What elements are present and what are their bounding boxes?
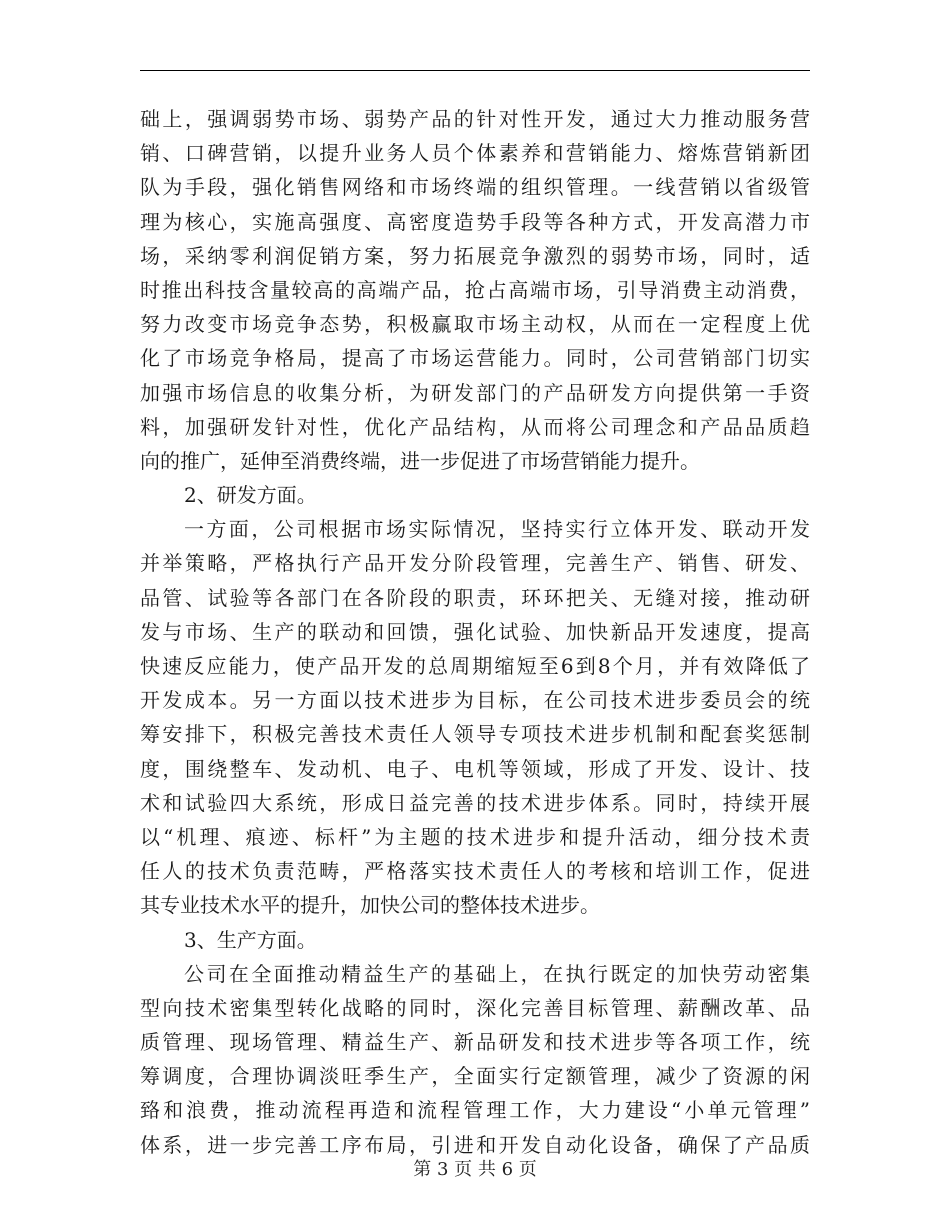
body-line: 型向技术密集型转化战略的同时，深化完善目标管理、薪酬改革、品 xyxy=(140,995,810,1020)
body-line: 度，围绕整车、发动机、电子、电机等领域，形成了开发、设计、技 xyxy=(140,756,810,781)
body-line: 筹安排下，积极完善技术责任人领导专项技术进步机制和配套奖惩制 xyxy=(140,722,810,747)
body-line: 努力改变市场竞争态势，积极赢取市场主动权，从而在一定程度上优 xyxy=(140,312,810,337)
body-line: 销、口碑营销，以提升业务人员个体素养和营销能力、熔炼营销新团 xyxy=(140,141,810,166)
section-heading-production: 3、生产方面。 xyxy=(184,927,317,952)
body-line: 础上，强调弱势市场、弱势产品的针对性开发，通过大力推动服务营 xyxy=(140,107,810,131)
body-line: 并举策略，严格执行产品开发分阶段管理，完善生产、销售、研发、 xyxy=(140,551,810,576)
body-line: 品管、试验等各部门在各阶段的职责，环环把关、无缝对接，推动研 xyxy=(140,585,810,610)
body-line: 料，加强研发针对性，优化产品结构，从而将公司理念和产品品质趋 xyxy=(140,414,810,439)
document-body xyxy=(140,102,810,1162)
body-line: 理为核心，实施高强度、高密度造势手段等各种方式，开发高潜力市 xyxy=(140,209,810,234)
body-line: 筹调度，合理协调淡旺季生产，全面实行定额管理，减少了资源的闲 xyxy=(140,1064,810,1089)
body-line: 开发成本。另一方面以技术进步为目标，在公司技术进步委员会的统 xyxy=(140,688,810,713)
body-line: 快速反应能力，使产品开发的总周期缩短至6到8个月，并有效降低了 xyxy=(140,654,810,678)
body-line: 向的推广，延伸至消费终端，进一步促进了市场营销能力提升。 xyxy=(140,448,700,473)
body-line: 臵和浪费，推动流程再造和流程管理工作，大力建设“小单元管理” xyxy=(140,1098,810,1123)
body-line: 场，采纳零利润促销方案，努力拓展竞争激烈的弱势市场，同时，适 xyxy=(140,243,810,268)
body-line: 一方面，公司根据市场实际情况，坚持实行立体开发、联动开发 xyxy=(184,517,810,542)
body-line: 发与市场、生产的联动和回馈，强化试验、加快新品开发速度，提高 xyxy=(140,619,810,644)
body-line: 质管理、现场管理、精益生产、新品研发和技术进步等各项工作，统 xyxy=(140,1030,810,1055)
body-line: 公司在全面推动精益生产的基础上，在执行既定的加快劳动密集 xyxy=(184,961,810,986)
body-line: 其专业技术水平的提升，加快公司的整体技术进步。 xyxy=(140,893,600,918)
body-line: 加强市场信息的收集分析，为研发部门的产品研发方向提供第一手资 xyxy=(140,380,810,405)
header-rule xyxy=(140,70,810,71)
body-line: 队为手段，强化销售网络和市场终端的组织管理。一线营销以省级管 xyxy=(140,175,810,200)
body-line: 任人的技术负责范畴，严格落实技术责任人的考核和培训工作，促进 xyxy=(140,859,810,884)
body-line: 术和试验四大系统，形成日益完善的技术进步体系。同时，持续开展 xyxy=(140,790,810,815)
body-line: 化了市场竞争格局，提高了市场运营能力。同时，公司营销部门切实 xyxy=(140,346,810,371)
page-number-footer: 第 3 页 共 6 页 xyxy=(413,1159,537,1180)
body-line: 以“机理、痕迹、标杆”为主题的技术进步和提升活动，细分技术责 xyxy=(140,824,810,849)
section-heading-rd: 2、研发方面。 xyxy=(184,483,317,508)
body-line: 体系，进一步完善工序布局，引进和开发自动化设备，确保了产品质 xyxy=(140,1132,810,1157)
body-line: 时推出科技含量较高的高端产品，抢占高端市场，引导消费主动消费， xyxy=(140,277,810,302)
